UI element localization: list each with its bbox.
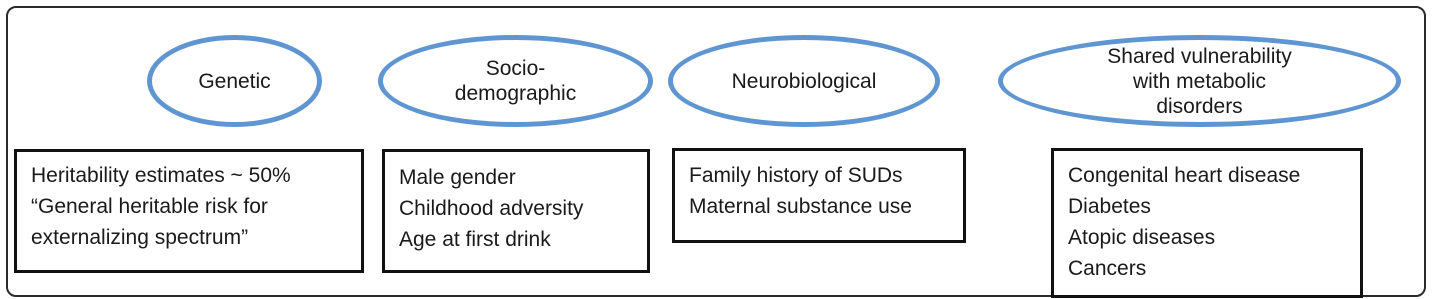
factor-item: Family history of SUDs xyxy=(689,164,903,187)
factor-item: Childhood adversity xyxy=(399,197,584,220)
category-oval-shared-vulnerability xyxy=(998,35,1401,127)
category-oval-sociodemographic xyxy=(378,35,653,127)
factor-item: Age at first drink xyxy=(399,228,551,251)
factor-box-shared-vulnerability xyxy=(1051,148,1363,298)
category-oval-genetic xyxy=(147,35,322,127)
category-title-shared-vulnerability: Shared vulnerability with metabolic disorders xyxy=(1107,44,1292,118)
factor-item: externalizing spectrum” xyxy=(31,226,249,249)
factor-item: Heritability estimates ~ 50% xyxy=(31,164,291,187)
factor-item: Diabetes xyxy=(1068,195,1151,218)
factor-item: “General heritable risk for xyxy=(31,195,268,218)
factor-item: Cancers xyxy=(1068,257,1147,280)
factor-box-neurobiological xyxy=(672,148,966,243)
factor-item: Congenital heart disease xyxy=(1068,164,1301,187)
category-title-neurobiological: Neurobiological xyxy=(731,69,877,93)
factor-box-sociodemographic xyxy=(382,149,650,273)
category-title-genetic: Genetic xyxy=(198,69,271,93)
factor-box-genetic xyxy=(14,149,364,273)
category-oval-neurobiological xyxy=(668,35,940,127)
factor-item: Male gender xyxy=(399,166,516,189)
factor-item: Maternal substance use xyxy=(689,195,912,218)
category-title-sociodemographic: Socio- demographic xyxy=(454,57,577,105)
factor-item: Atopic diseases xyxy=(1068,226,1216,249)
